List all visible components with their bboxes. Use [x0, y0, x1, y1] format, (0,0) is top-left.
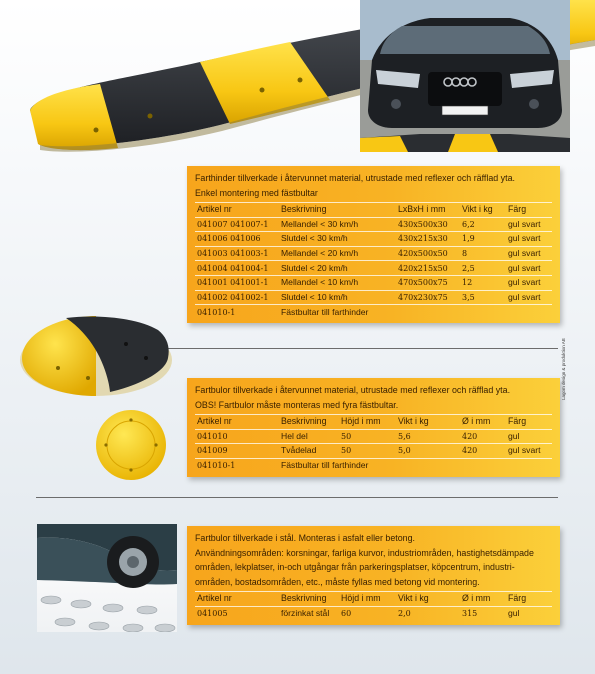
description: Mellandel < 30 km/h [279, 217, 396, 232]
bump-intro [195, 383, 552, 412]
col-header-article: Artikel nr [195, 415, 279, 430]
two-part-bump-image [18, 312, 173, 400]
dimensions: 470x230x75 [396, 290, 460, 305]
car-photo [360, 0, 570, 152]
weight: 1,9 [460, 232, 506, 247]
article-number: 041005 [195, 606, 279, 621]
article-number: 041006 041006 [195, 232, 279, 247]
color-value: gul svart [506, 261, 552, 276]
col-header-dimensions: LxBxH i mm [396, 203, 460, 218]
table-row [195, 275, 552, 290]
dimensions: 420x215x50 [396, 261, 460, 276]
steel-bump-image [37, 524, 177, 632]
table-header-row [195, 415, 552, 430]
description: Mellandel < 10 km/h [279, 275, 396, 290]
dimensions: 430x215x30 [396, 232, 460, 247]
color-value: gul [506, 429, 552, 444]
table-row [195, 232, 552, 247]
description: Mellandel < 20 km/h [279, 246, 396, 261]
description: Fästbultar till farthinder [279, 305, 552, 320]
color-value: gul svart [506, 275, 552, 290]
bump-spec-panel [187, 378, 560, 477]
table-row [195, 458, 552, 473]
steel-intro-line: Användningsområden: korsningar, farliga kurvor, industriområden, hastighetsdämpade [195, 547, 534, 558]
col-header-description: Beskrivning [279, 203, 396, 218]
hero-image [0, 0, 595, 165]
col-header-article: Artikel nr [195, 203, 279, 218]
description: Slutdel < 20 km/h [279, 261, 396, 276]
description: Hel del [279, 429, 339, 444]
ramp-spec-panel [187, 166, 560, 323]
col-header-article: Artikel nr [195, 592, 279, 607]
table-row [195, 246, 552, 261]
weight: 5,6 [396, 429, 460, 444]
col-header-diameter: Ø i mm [460, 415, 506, 430]
steel-spec-panel [187, 526, 560, 625]
dimensions: 420x500x50 [396, 246, 460, 261]
table-header-row [195, 592, 552, 607]
color-value: gul svart [506, 217, 552, 232]
article-number: 041004 041004-1 [195, 261, 279, 276]
color-value: gul svart [506, 444, 552, 459]
section-divider [160, 348, 558, 349]
license-plate [442, 106, 488, 115]
diameter: 315 [460, 606, 506, 621]
diameter: 420 [460, 444, 506, 459]
col-header-color: Färg [506, 415, 552, 430]
article-number: 041010 [195, 429, 279, 444]
color-value: gul [506, 606, 552, 621]
article-number: 041010-1 [195, 458, 279, 473]
description: Tvådelad [279, 444, 339, 459]
bump-table [195, 414, 552, 473]
whole-bump-image [94, 408, 168, 482]
col-header-color: Färg [506, 592, 552, 607]
bump-intro-line: Fartbulor tillverkade i återvunnet material, utrustade med reflexer och räfflad yta. [195, 385, 511, 395]
weight: 5,0 [396, 444, 460, 459]
weight: 2,0 [396, 606, 460, 621]
col-header-weight: Vikt i kg [460, 203, 506, 218]
col-header-weight: Vikt i kg [396, 415, 460, 430]
col-header-diameter: Ø i mm [460, 592, 506, 607]
height: 60 [339, 606, 396, 621]
description: Fästbultar till farthinder [279, 458, 552, 473]
description: förzinkat stål [279, 606, 339, 621]
weight: 3,5 [460, 290, 506, 305]
table-header-row [195, 203, 552, 218]
table-row [195, 606, 552, 621]
dimensions: 430x500x30 [396, 217, 460, 232]
table-row [195, 429, 552, 444]
steel-intro-line: Fartbulor tillverkade i stål. Monteras i asfalt eller betong. [195, 533, 416, 543]
weight: 12 [460, 275, 506, 290]
color-value: gul svart [506, 246, 552, 261]
dimensions: 470x500x75 [396, 275, 460, 290]
weight: 2,5 [460, 261, 506, 276]
col-header-color: Färg [506, 203, 552, 218]
article-number: 041009 [195, 444, 279, 459]
steel-intro-line: områden, bostadsområden, etc., måste fyllas med betong vid montering. [195, 576, 480, 587]
car-image [360, 0, 570, 152]
table-row [195, 305, 552, 320]
steel-intro [195, 531, 552, 589]
color-value: gul svart [506, 232, 552, 247]
weight: 6,2 [460, 217, 506, 232]
ramp-intro-line: Farthinder tillverkade i återvunnet material, utrustade med reflexer och räfflad yta. [195, 173, 515, 183]
steel-intro-line: områden, lekplatser, in-och utgångar från parkeringsplatser, köpcentrum, industri- [195, 562, 515, 572]
col-header-height: Höjd i mm [339, 592, 396, 607]
color-value: gul svart [506, 290, 552, 305]
col-header-description: Beskrivning [279, 592, 339, 607]
description: Slutdel < 30 km/h [279, 232, 396, 247]
article-number: 041010-1 [195, 305, 279, 320]
col-header-height: Höjd i mm [339, 415, 396, 430]
article-number: 041003 041003-1 [195, 246, 279, 261]
section-divider [36, 497, 558, 498]
col-header-description: Beskrivning [279, 415, 339, 430]
ramp-intro-line: Enkel montering med fästbultar [195, 187, 318, 198]
table-row [195, 261, 552, 276]
article-number: 041002 041002-1 [195, 290, 279, 305]
article-number: 041007 041007-1 [195, 217, 279, 232]
height: 50 [339, 429, 396, 444]
weight: 8 [460, 246, 506, 261]
ramp-table [195, 202, 552, 319]
bump-intro-line: OBS! Fartbulor måste monteras med fyra fästbultar. [195, 399, 399, 410]
steel-bump-photo [37, 524, 177, 632]
diameter: 420 [460, 429, 506, 444]
steel-table [195, 591, 552, 621]
height: 50 [339, 444, 396, 459]
table-row [195, 290, 552, 305]
side-credit: Lagom design & produktion AB [561, 338, 566, 400]
col-header-weight: Vikt i kg [396, 592, 460, 607]
article-number: 041001 041001-1 [195, 275, 279, 290]
table-row [195, 444, 552, 459]
description: Slutdel < 10 km/h [279, 290, 396, 305]
ramp-intro [195, 171, 552, 200]
table-row [195, 217, 552, 232]
